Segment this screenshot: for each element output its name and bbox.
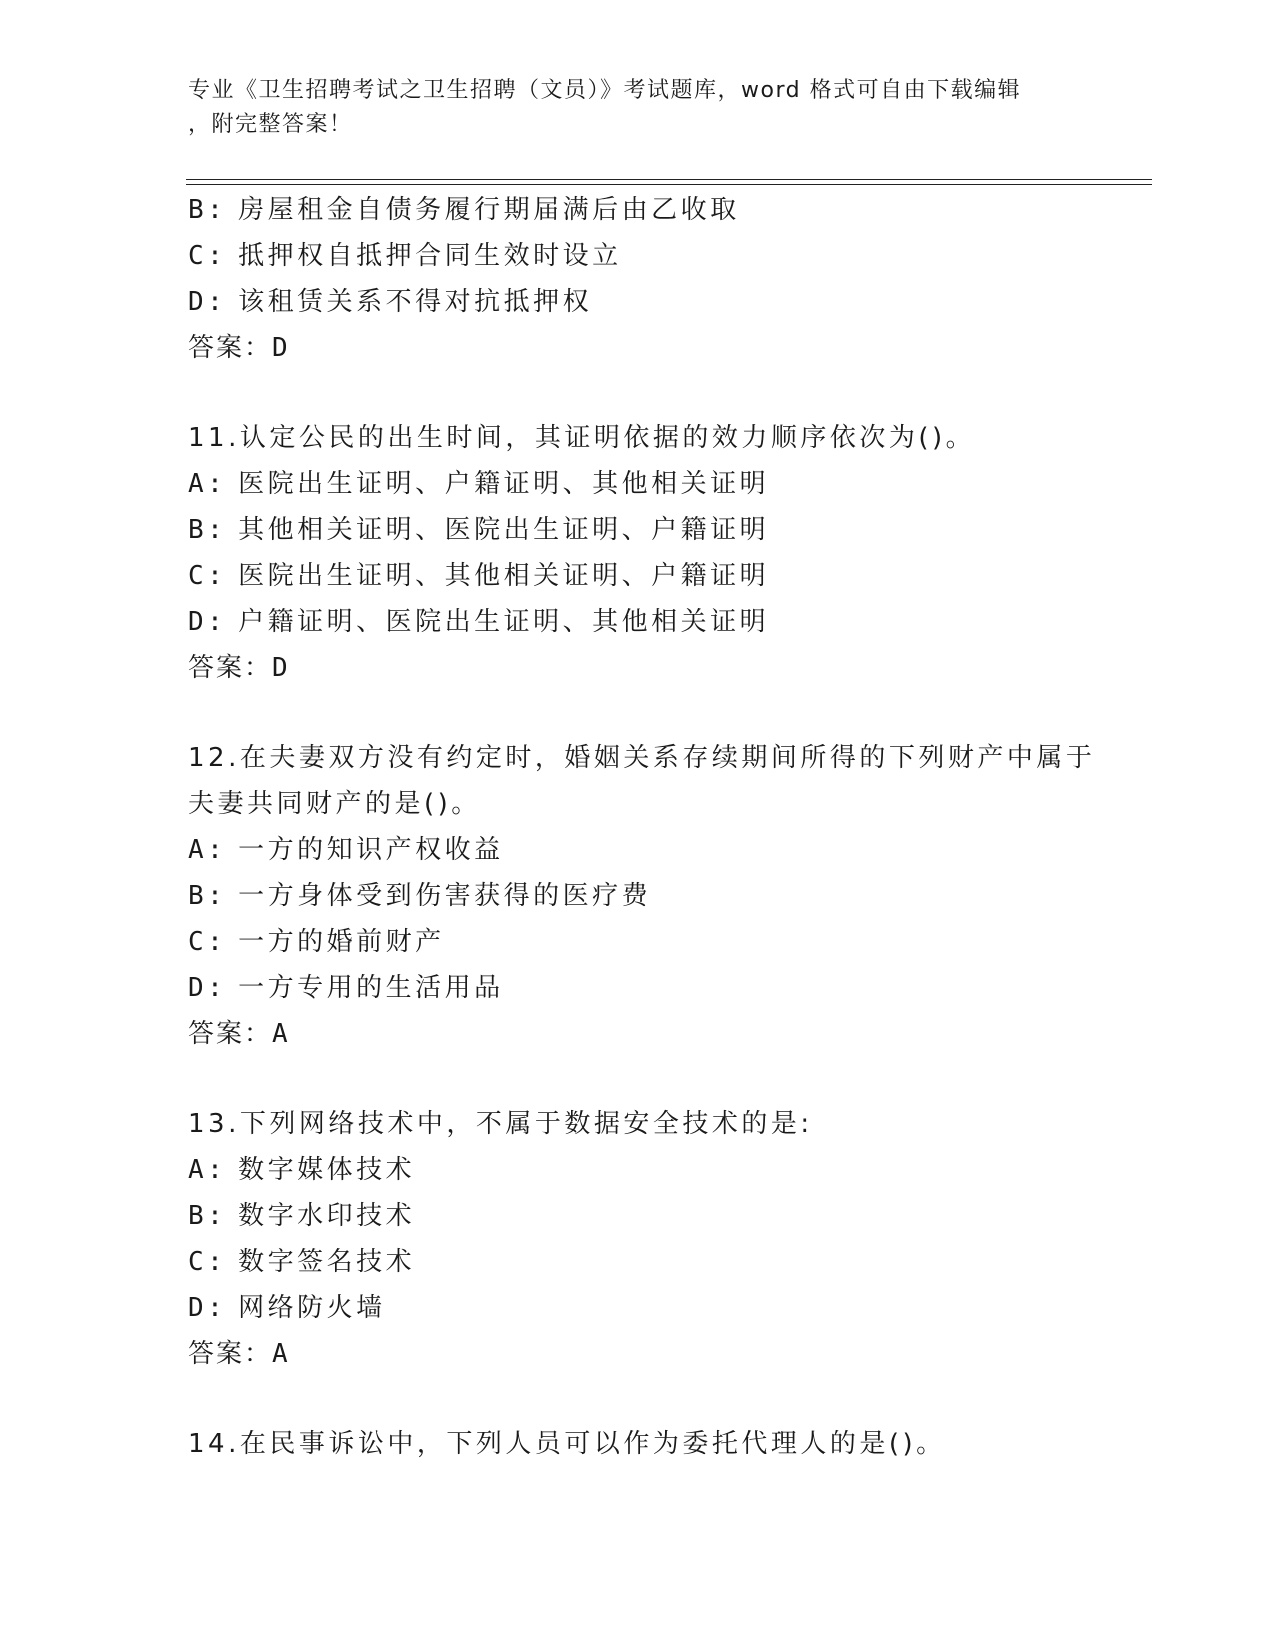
prev-question-block bbox=[188, 187, 1088, 371]
question-12 bbox=[188, 735, 1096, 1057]
option-d: D: 该租赁关系不得对抗抵押权 bbox=[188, 287, 593, 317]
header-line-1: 专业《卫生招聘考试之卫生招聘（文员）》考试题库，word 格式可自由下载编辑 bbox=[188, 78, 1022, 103]
header-divider-top bbox=[186, 179, 1152, 180]
document-header bbox=[188, 74, 1068, 142]
option-d: D: 一方专用的生活用品 bbox=[188, 973, 504, 1003]
answer-line: 答案：D bbox=[188, 653, 290, 683]
option-c: C: 数字签名技术 bbox=[188, 1247, 416, 1277]
question-13 bbox=[188, 1101, 1088, 1377]
answer-line: 答案：A bbox=[188, 1339, 290, 1369]
option-a: A: 一方的知识产权收益 bbox=[188, 835, 504, 865]
option-d: D: 户籍证明、医院出生证明、其他相关证明 bbox=[188, 607, 770, 637]
answer-line: 答案：D bbox=[188, 333, 290, 363]
question-list bbox=[188, 187, 1096, 1467]
question-text: 13.下列网络技术中，不属于数据安全技术的是: bbox=[188, 1109, 813, 1139]
option-b: B: 数字水印技术 bbox=[188, 1201, 416, 1231]
option-a: A: 医院出生证明、户籍证明、其他相关证明 bbox=[188, 469, 770, 499]
question-text-continued: 夫妻共同财产的是()。 bbox=[188, 789, 481, 819]
answer-line: 答案：A bbox=[188, 1019, 290, 1049]
option-a: A: 数字媒体技术 bbox=[188, 1155, 416, 1185]
option-d: D: 网络防火墙 bbox=[188, 1293, 386, 1323]
header-line-2: ，附完整答案！ bbox=[188, 112, 353, 137]
header-divider-bottom bbox=[186, 184, 1152, 185]
question-11 bbox=[188, 415, 1088, 691]
option-b: B: 房屋租金自债务履行期届满后由乙收取 bbox=[188, 195, 740, 225]
option-c: C: 一方的婚前财产 bbox=[188, 927, 445, 957]
option-c: C: 医院出生证明、其他相关证明、户籍证明 bbox=[188, 561, 770, 591]
question-text: 12.在夫妻双方没有约定时，婚姻关系存续期间所得的下列财产中属于 bbox=[188, 743, 1096, 773]
option-b: B: 其他相关证明、医院出生证明、户籍证明 bbox=[188, 515, 770, 545]
option-b: B: 一方身体受到伤害获得的医疗费 bbox=[188, 881, 652, 911]
question-14 bbox=[188, 1421, 1088, 1467]
question-text: 14.在民事诉讼中，下列人员可以作为委托代理人的是()。 bbox=[188, 1429, 946, 1459]
option-c: C: 抵押权自抵押合同生效时设立 bbox=[188, 241, 622, 271]
question-text: 11.认定公民的出生时间，其证明依据的效力顺序依次为()。 bbox=[188, 423, 976, 453]
